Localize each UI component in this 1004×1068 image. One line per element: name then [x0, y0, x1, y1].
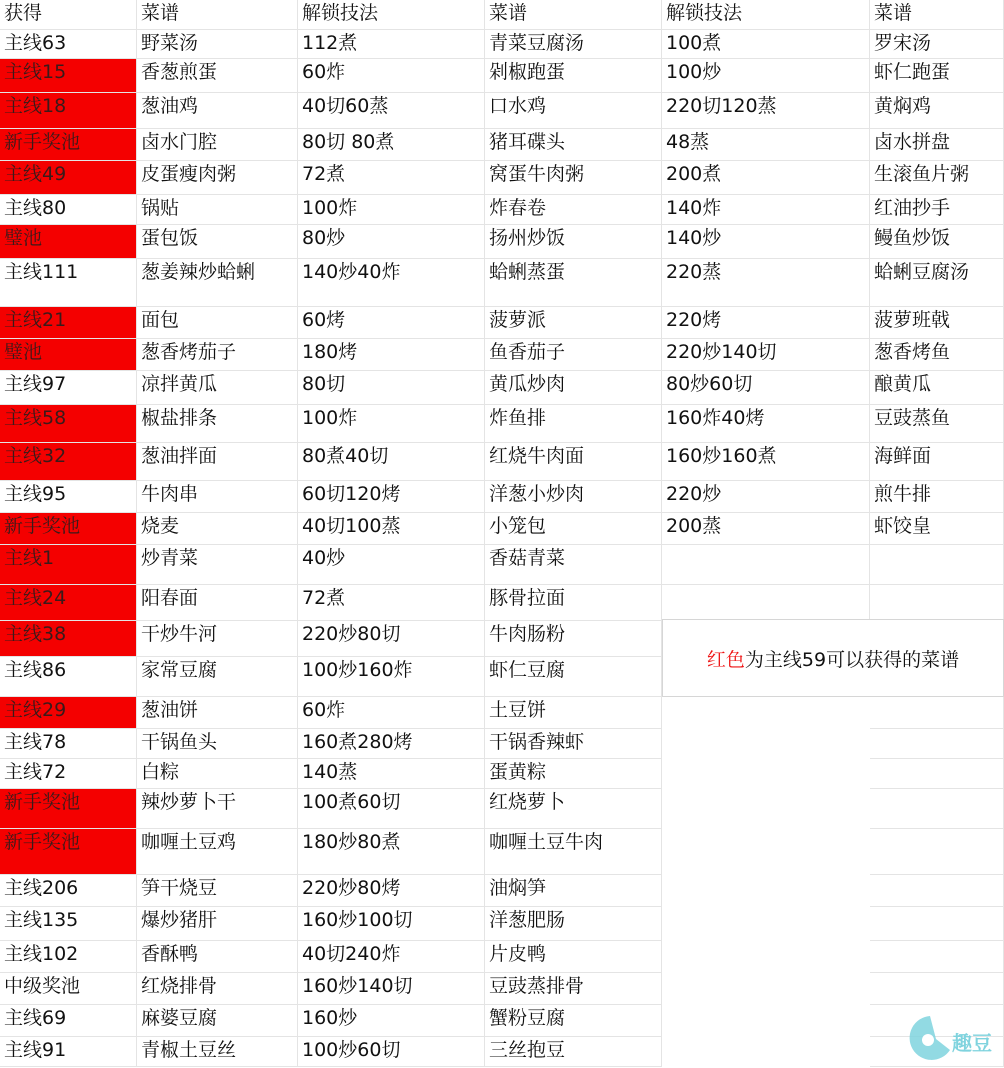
table-cell: 白粽 — [137, 759, 298, 789]
table-cell: 140炒 — [662, 225, 870, 259]
source-cell: 主线111 — [0, 259, 137, 307]
legend-note — [662, 619, 1004, 697]
table-cell: 40炒 — [298, 545, 485, 585]
table-cell: 72煮 — [298, 585, 485, 621]
table-cell: 麻婆豆腐 — [137, 1005, 298, 1037]
source-cell: 主线102 — [0, 941, 137, 973]
table-cell: 野菜汤 — [137, 30, 298, 59]
table-cell: 100炒60切 — [298, 1037, 485, 1067]
table-cell: 生滚鱼片粥 — [870, 161, 1004, 195]
table-cell: 香菇青菜 — [485, 545, 662, 585]
header-cell: 菜谱 — [485, 0, 662, 30]
table-cell: 180烤 — [298, 339, 485, 371]
table-cell: 黄瓜炒肉 — [485, 371, 662, 405]
source-cell: 新手奖池 — [0, 789, 137, 829]
table-cell: 炒青菜 — [137, 545, 298, 585]
table-cell: 锅贴 — [137, 195, 298, 225]
table-cell: 220炒80烤 — [298, 875, 485, 907]
table-cell: 140蒸 — [298, 759, 485, 789]
table-cell: 80煮40切 — [298, 443, 485, 481]
source-cell: 主线69 — [0, 1005, 137, 1037]
table-cell: 180炒80煮 — [298, 829, 485, 875]
table-cell: 三丝抱豆 — [485, 1037, 662, 1067]
table-cell: 红烧萝卜 — [485, 789, 662, 829]
table-cell: 青菜豆腐汤 — [485, 30, 662, 59]
table-cell: 扬州炒饭 — [485, 225, 662, 259]
source-cell: 璧池 — [0, 339, 137, 371]
table-cell: 爆炒猪肝 — [137, 907, 298, 941]
source-cell: 主线135 — [0, 907, 137, 941]
table-cell: 220炒 — [662, 481, 870, 513]
table-cell: 洋葱小炒肉 — [485, 481, 662, 513]
source-cell: 主线18 — [0, 93, 137, 129]
table-cell: 小笼包 — [485, 513, 662, 545]
source-cell: 主线72 — [0, 759, 137, 789]
table-cell: 200煮 — [662, 161, 870, 195]
table-cell — [870, 697, 1004, 729]
table-cell: 80炒 — [298, 225, 485, 259]
table-cell: 220炒80切 — [298, 621, 485, 657]
source-cell: 主线86 — [0, 657, 137, 697]
table-cell: 鱼香茄子 — [485, 339, 662, 371]
table-cell: 鳗鱼炒饭 — [870, 225, 1004, 259]
table-cell: 海鲜面 — [870, 443, 1004, 481]
source-cell: 主线1 — [0, 545, 137, 585]
table-cell: 黄焖鸡 — [870, 93, 1004, 129]
table-cell: 蛤蜊豆腐汤 — [870, 259, 1004, 307]
source-cell: 主线63 — [0, 30, 137, 59]
table-cell: 60烤 — [298, 307, 485, 339]
table-cell: 100炸 — [298, 405, 485, 443]
table-cell: 160炸40烤 — [662, 405, 870, 443]
table-cell: 100炒160炸 — [298, 657, 485, 697]
table-cell: 红烧排骨 — [137, 973, 298, 1005]
table-cell — [870, 875, 1004, 907]
table-cell: 48蒸 — [662, 129, 870, 161]
table-cell: 220蒸 — [662, 259, 870, 307]
table-cell: 112煮 — [298, 30, 485, 59]
source-cell: 新手奖池 — [0, 513, 137, 545]
source-cell: 主线49 — [0, 161, 137, 195]
table-cell: 笋干烧豆 — [137, 875, 298, 907]
header-cell: 解锁技法 — [298, 0, 485, 30]
table-cell: 干炒牛河 — [137, 621, 298, 657]
table-cell: 100煮60切 — [298, 789, 485, 829]
table-cell: 皮蛋瘦肉粥 — [137, 161, 298, 195]
table-cell: 烧麦 — [137, 513, 298, 545]
table-cell: 100煮 — [662, 30, 870, 59]
table-cell: 80切 80煮 — [298, 129, 485, 161]
table-cell: 牛肉串 — [137, 481, 298, 513]
table-cell: 豆豉蒸鱼 — [870, 405, 1004, 443]
table-cell — [870, 545, 1004, 585]
table-cell: 口水鸡 — [485, 93, 662, 129]
table-cell: 土豆饼 — [485, 697, 662, 729]
table-cell: 160炒140切 — [298, 973, 485, 1005]
table-cell: 酿黄瓜 — [870, 371, 1004, 405]
table-cell: 虾仁豆腐 — [485, 657, 662, 697]
table-cell: 剁椒跑蛋 — [485, 59, 662, 93]
table-cell — [870, 973, 1004, 1005]
bean-logo-icon — [906, 1012, 998, 1064]
table-cell: 菠萝派 — [485, 307, 662, 339]
table-cell: 窝蛋牛肉粥 — [485, 161, 662, 195]
header-cell: 菜谱 — [137, 0, 298, 30]
table-cell: 蛤蜊蒸蛋 — [485, 259, 662, 307]
table-cell: 香葱煎蛋 — [137, 59, 298, 93]
table-cell: 炸春卷 — [485, 195, 662, 225]
source-cell: 主线95 — [0, 481, 137, 513]
table-cell: 72煮 — [298, 161, 485, 195]
table-cell: 140炒40炸 — [298, 259, 485, 307]
table-cell: 葱香烤茄子 — [137, 339, 298, 371]
table-cell: 煎牛排 — [870, 481, 1004, 513]
source-cell: 主线38 — [0, 621, 137, 657]
table-cell: 虾仁跑蛋 — [870, 59, 1004, 93]
table-cell: 160煮280烤 — [298, 729, 485, 759]
table-cell: 160炒 — [298, 1005, 485, 1037]
table-cell: 红烧牛肉面 — [485, 443, 662, 481]
table-cell — [870, 789, 1004, 829]
source-cell: 新手奖池 — [0, 129, 137, 161]
table-cell: 220切120蒸 — [662, 93, 870, 129]
table-cell: 凉拌黄瓜 — [137, 371, 298, 405]
table-cell: 200蒸 — [662, 513, 870, 545]
table-cell: 葱油鸡 — [137, 93, 298, 129]
table-cell: 咖喱土豆牛肉 — [485, 829, 662, 875]
table-cell: 40切100蒸 — [298, 513, 485, 545]
table-cell: 220炒140切 — [662, 339, 870, 371]
table-cell: 220烤 — [662, 307, 870, 339]
watermark-logo — [906, 1012, 998, 1064]
table-cell: 卤水门腔 — [137, 129, 298, 161]
source-cell: 主线15 — [0, 59, 137, 93]
table-cell: 青椒土豆丝 — [137, 1037, 298, 1067]
table-cell — [870, 585, 1004, 621]
table-cell: 40切240炸 — [298, 941, 485, 973]
legend-red-word: 红色 — [706, 648, 745, 671]
table-cell: 60炸 — [298, 697, 485, 729]
table-cell: 100炒 — [662, 59, 870, 93]
table-cell: 葱姜辣炒蛤蜊 — [137, 259, 298, 307]
table-cell: 160炒100切 — [298, 907, 485, 941]
header-cell: 获得 — [0, 0, 137, 30]
table-cell: 140炸 — [662, 195, 870, 225]
table-cell: 油焖笋 — [485, 875, 662, 907]
table-cell: 片皮鸭 — [485, 941, 662, 973]
source-cell: 主线32 — [0, 443, 137, 481]
table-cell: 蛋黄粽 — [485, 759, 662, 789]
table-cell: 炸鱼排 — [485, 405, 662, 443]
source-cell: 主线91 — [0, 1037, 137, 1067]
source-cell: 璧池 — [0, 225, 137, 259]
table-cell: 160炒160煮 — [662, 443, 870, 481]
table-cell: 菠萝班戟 — [870, 307, 1004, 339]
table-cell: 豚骨拉面 — [485, 585, 662, 621]
table-cell: 100炸 — [298, 195, 485, 225]
source-cell: 主线29 — [0, 697, 137, 729]
table-cell: 干锅鱼头 — [137, 729, 298, 759]
source-cell: 主线80 — [0, 195, 137, 225]
source-cell: 主线24 — [0, 585, 137, 621]
table-cell: 40切60蒸 — [298, 93, 485, 129]
table-cell: 辣炒萝卜干 — [137, 789, 298, 829]
source-cell: 主线97 — [0, 371, 137, 405]
table-cell: 面包 — [137, 307, 298, 339]
table-cell: 葱香烤鱼 — [870, 339, 1004, 371]
table-cell: 罗宋汤 — [870, 30, 1004, 59]
source-cell: 主线21 — [0, 307, 137, 339]
legend-text: 为主线59可以获得的菜谱 — [744, 648, 960, 671]
table-cell — [870, 829, 1004, 875]
header-cell: 菜谱 — [870, 0, 1004, 30]
table-cell: 80切 — [298, 371, 485, 405]
table-cell: 60切120烤 — [298, 481, 485, 513]
table-cell — [870, 907, 1004, 941]
source-cell: 中级奖池 — [0, 973, 137, 1005]
table-cell: 蛋包饭 — [137, 225, 298, 259]
source-cell: 新手奖池 — [0, 829, 137, 875]
table-cell: 干锅香辣虾 — [485, 729, 662, 759]
source-cell: 主线78 — [0, 729, 137, 759]
table-cell: 洋葱肥肠 — [485, 907, 662, 941]
table-cell: 蟹粉豆腐 — [485, 1005, 662, 1037]
table-cell: 香酥鸭 — [137, 941, 298, 973]
table-cell: 虾饺皇 — [870, 513, 1004, 545]
table-cell: 家常豆腐 — [137, 657, 298, 697]
watermark-text: 趣豆 — [952, 1031, 992, 1055]
table-cell: 葱油拌面 — [137, 443, 298, 481]
table-cell: 咖喱土豆鸡 — [137, 829, 298, 875]
source-cell: 主线206 — [0, 875, 137, 907]
table-cell: 80炒60切 — [662, 371, 870, 405]
table-cell: 葱油饼 — [137, 697, 298, 729]
table-cell: 椒盐排条 — [137, 405, 298, 443]
table-cell: 卤水拼盘 — [870, 129, 1004, 161]
table-cell: 猪耳碟头 — [485, 129, 662, 161]
table-cell: 60炸 — [298, 59, 485, 93]
table-cell — [662, 585, 870, 621]
header-cell: 解锁技法 — [662, 0, 870, 30]
source-cell: 主线58 — [0, 405, 137, 443]
table-cell — [662, 545, 870, 585]
table-cell: 豆豉蒸排骨 — [485, 973, 662, 1005]
table-cell — [870, 729, 1004, 759]
table-cell — [870, 941, 1004, 973]
table-cell: 阳春面 — [137, 585, 298, 621]
table-cell: 牛肉肠粉 — [485, 621, 662, 657]
table-cell — [870, 759, 1004, 789]
table-cell: 红油抄手 — [870, 195, 1004, 225]
